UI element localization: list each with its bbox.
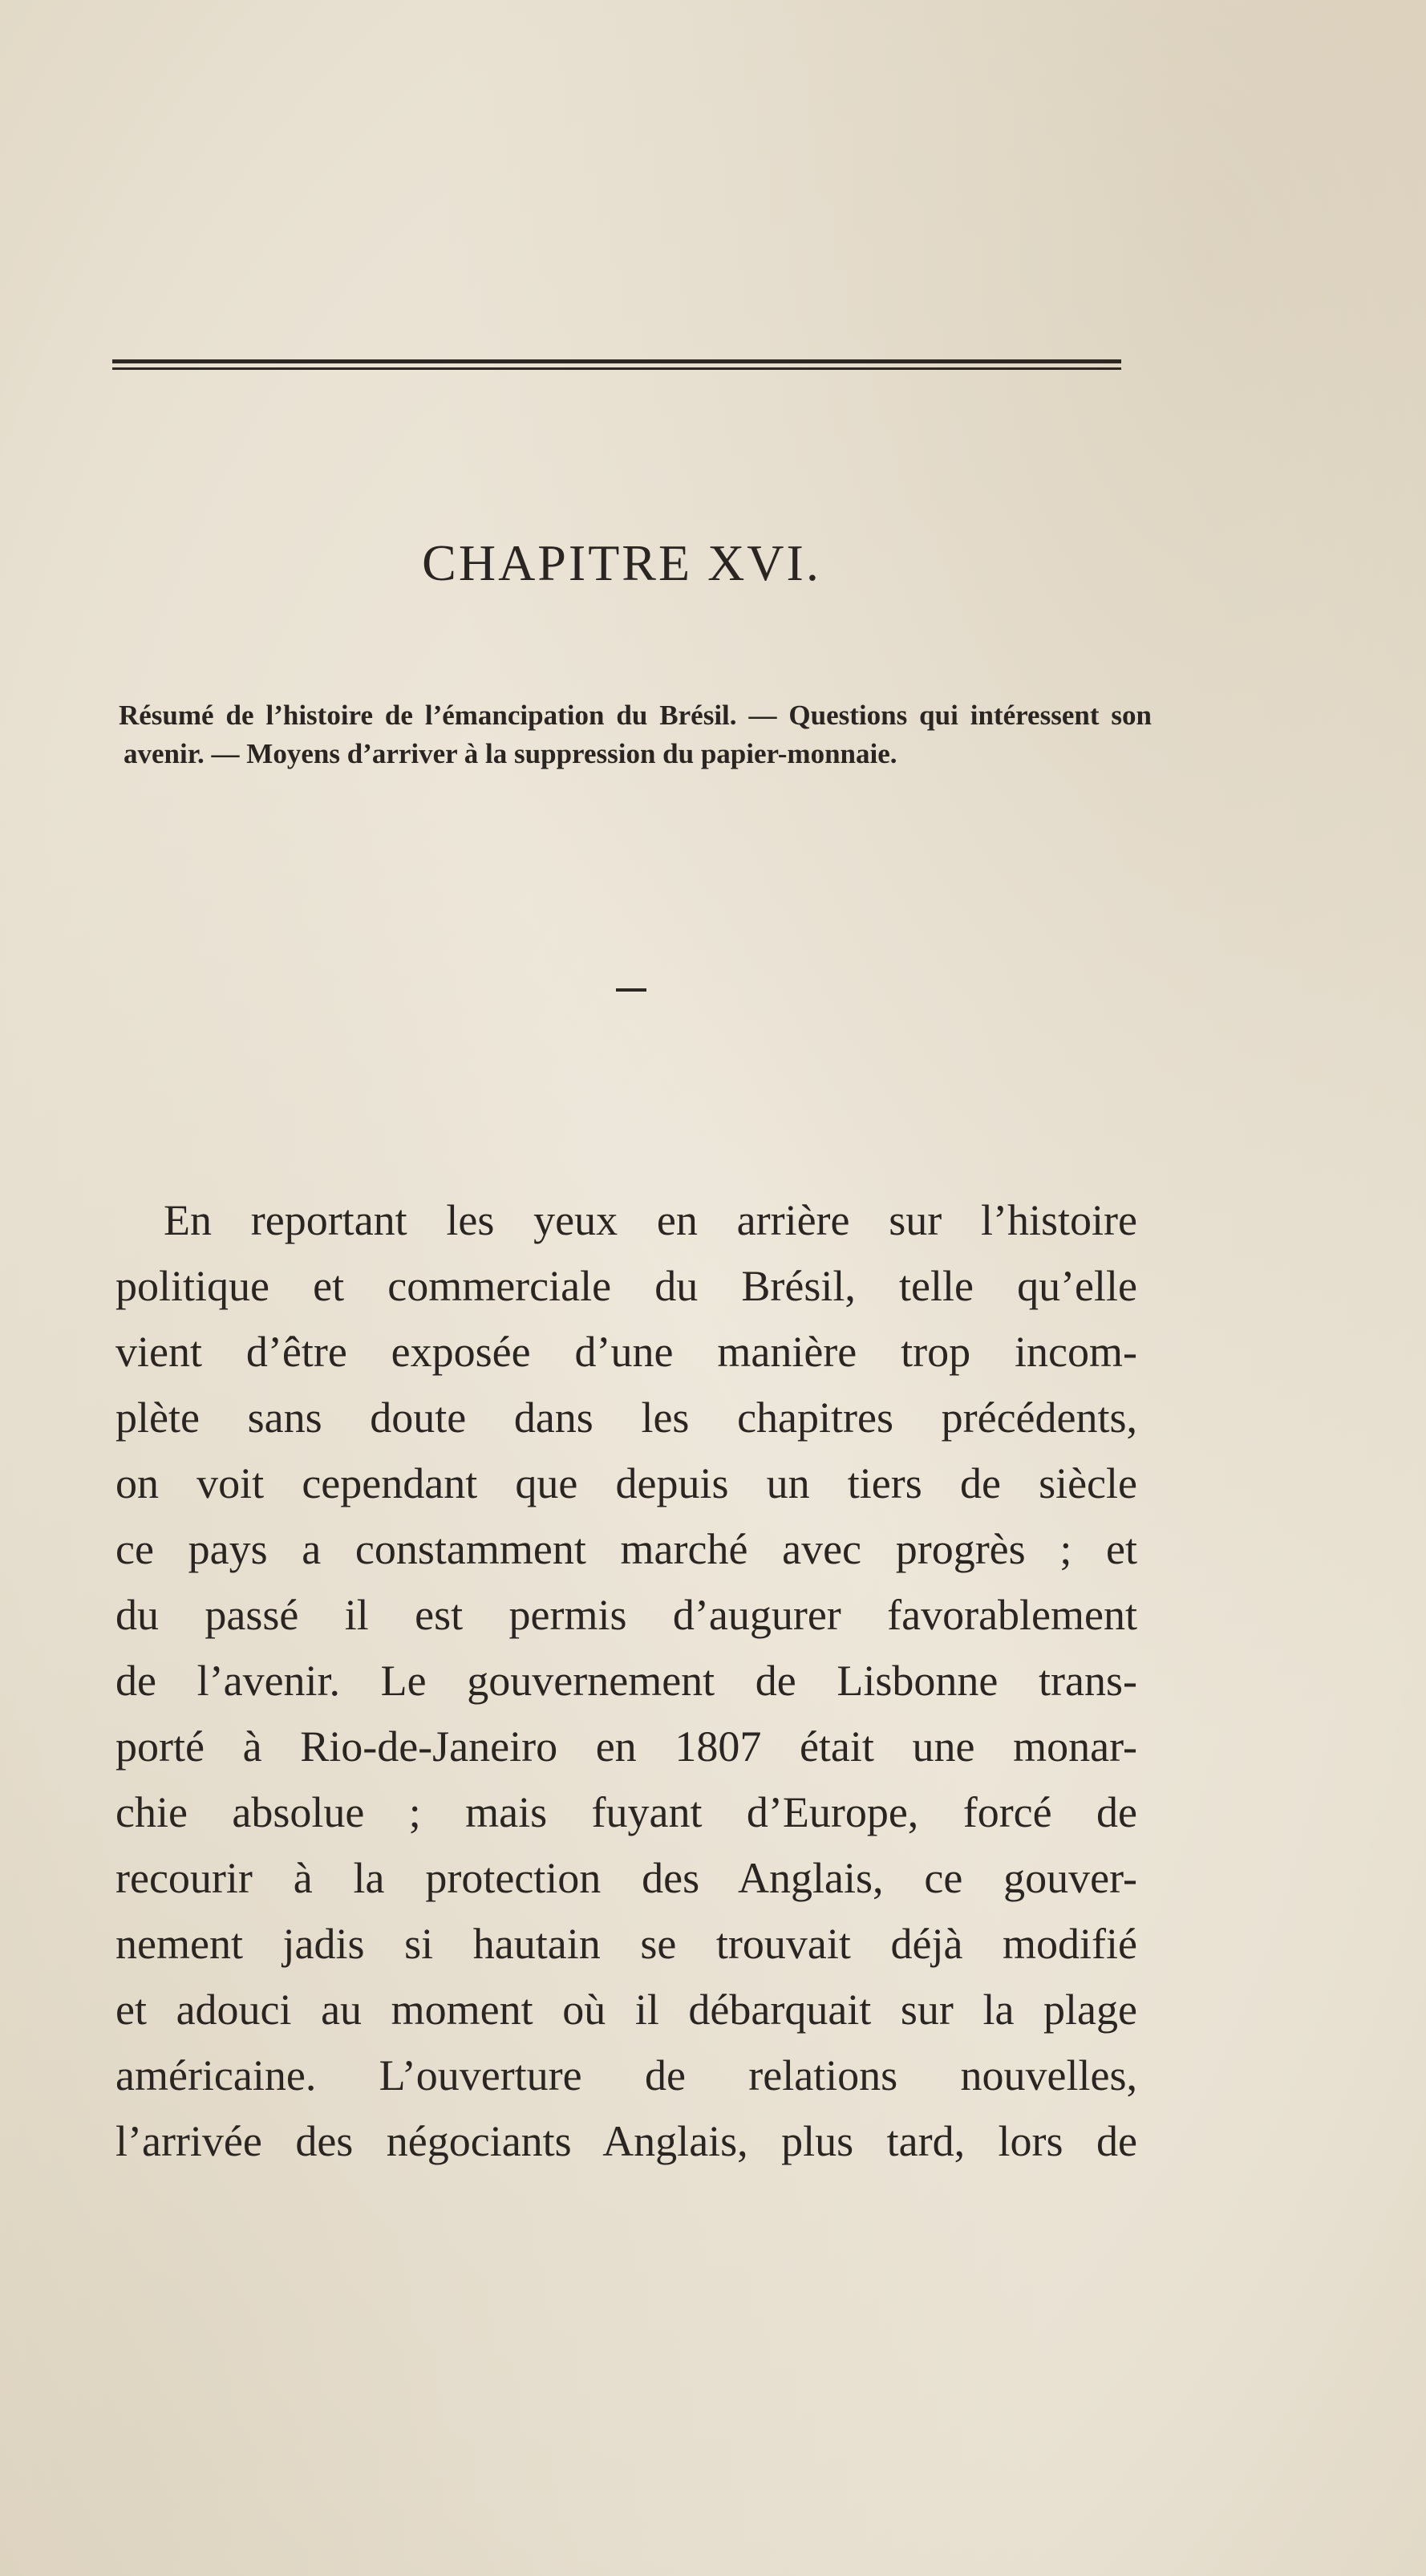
body-line: du passé il est permis d’augurer favorablement	[115, 1591, 1137, 1639]
body-line: vient d’être exposée d’une manière trop incom-	[115, 1328, 1137, 1376]
body-line: En reportant les yeux en arrière sur l’histoire	[164, 1196, 1137, 1244]
body-text	[115, 1187, 1137, 2174]
body-line: recourir à la protection des Anglais, ce gouver-	[115, 1854, 1137, 1902]
body-line: on voit cependant que depuis un tiers de siècle	[115, 1459, 1137, 1507]
body-line: américaine. L’ouverture de relations nouvelles,	[115, 2051, 1137, 2099]
body-line: porté à Rio-de-Janeiro en 1807 était une monar-	[115, 1722, 1137, 1771]
body-line: ce pays a constamment marché avec progrès ; et	[115, 1525, 1137, 1573]
short-dash-divider	[616, 988, 646, 992]
rule-line-thick	[112, 359, 1121, 363]
chapter-summary: Résumé de l’histoire de l’émancipation du Brésil. — Questions qui intéressent son avenir. — Moyens d’arriver à la suppression du papier-monnaie.	[119, 700, 1152, 769]
body-line: et adouci au moment où il débarquait sur la plage	[115, 1986, 1137, 2034]
rule-line-thin	[112, 367, 1121, 370]
double-rule-divider	[112, 359, 1121, 371]
chapter-title: CHAPITRE XVI.	[422, 534, 821, 591]
body-line: politique et commerciale du Brésil, telle qu’elle	[115, 1262, 1137, 1310]
body-line: chie absolue ; mais fuyant d’Europe, forcé de	[115, 1788, 1137, 1836]
body-line: nement jadis si hautain se trouvait déjà modifié	[115, 1920, 1137, 1968]
body-line: de l’avenir. Le gouvernement de Lisbonne trans-	[115, 1657, 1137, 1705]
body-line: l’arrivée des négociants Anglais, plus tard, lors de	[115, 2117, 1137, 2165]
body-line: plète sans doute dans les chapitres précédents,	[115, 1393, 1137, 1442]
